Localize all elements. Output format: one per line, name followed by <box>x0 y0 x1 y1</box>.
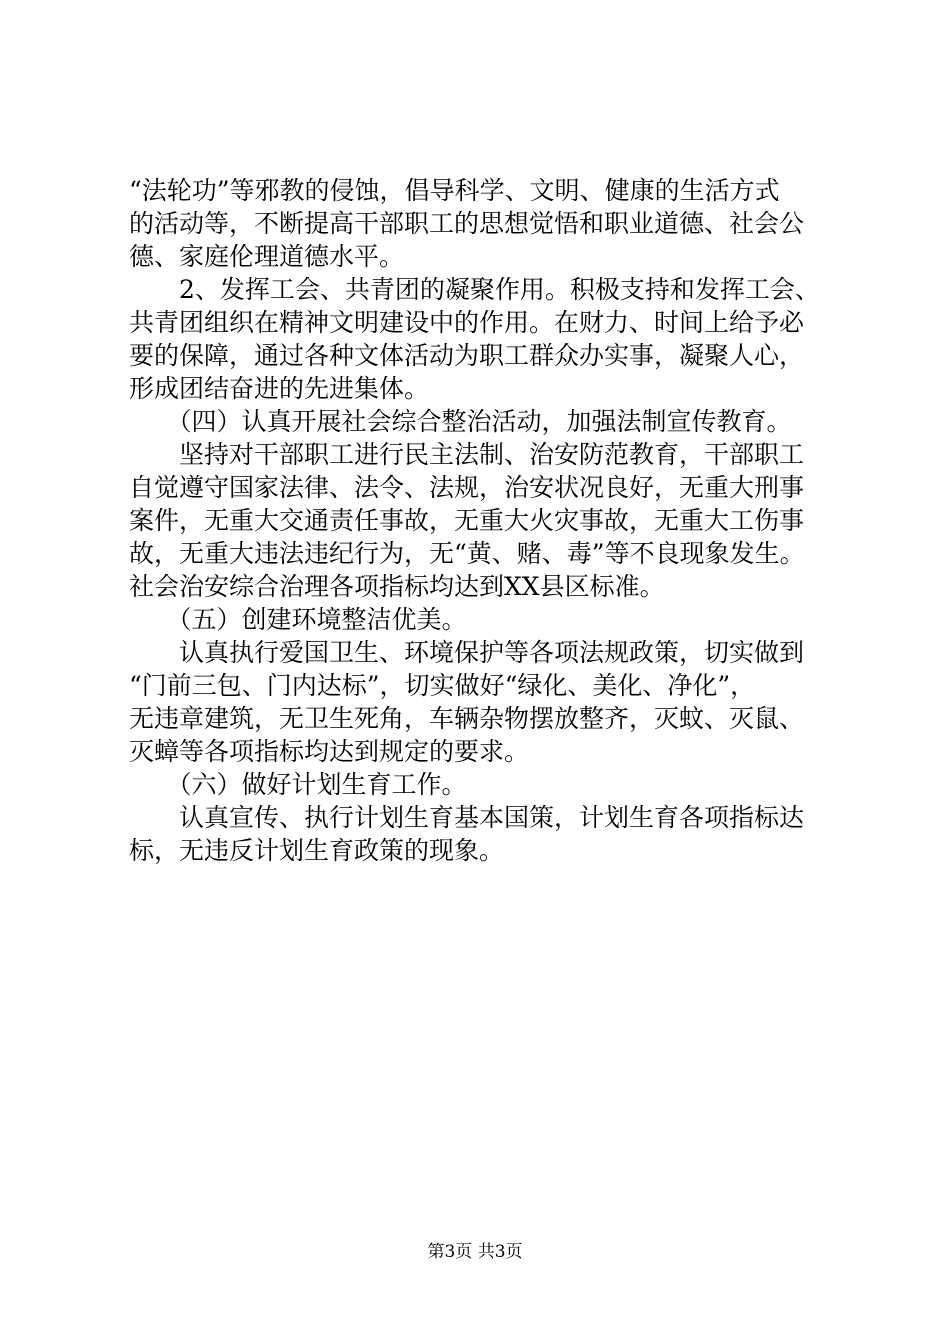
text-line: 要的保障，通过各种文体活动为职工群众办实事，凝聚人心， <box>129 341 805 370</box>
text-line: “门前三包、门内达标”，切实做好“绿化、美化、净化”， <box>129 671 756 700</box>
document-body <box>129 174 834 867</box>
text-line: 标，无违反计划生育政策的现象。 <box>129 836 505 865</box>
text-line: 坚持对干部职工进行民主法制、治安防范教育，干部职工 <box>129 440 805 469</box>
text-line: 德、家庭伦理道德水平。 <box>129 242 405 271</box>
page-number-footer: 第3页 共3页 <box>427 1242 523 1262</box>
text-line: 自觉遵守国家法律、法令、法规，治安状况良好，无重大刑事 <box>129 473 805 502</box>
text-line: 认真宣传、执行计划生育基本国策，计划生育各项指标达 <box>129 803 805 832</box>
text-line: 故，无重大违法违纪行为，无“黄、赌、毒”等不良现象发生。 <box>129 539 805 568</box>
section-heading: （六）做好计划生育工作。 <box>129 770 467 799</box>
text-line: 的活动等，不断提高干部职工的思想觉悟和职业道德、社会公 <box>129 209 805 238</box>
section-heading: （四）认真开展社会综合整治活动，加强法制宣传教育。 <box>129 407 792 436</box>
text-line: 2、发挥工会、共青团的凝聚作用。积极支持和发挥工会、 <box>129 275 820 304</box>
text-line: “法轮功”等邪教的侵蚀，倡导科学、文明、健康的生活方式 <box>129 176 780 205</box>
text-line: 案件，无重大交通责任事故，无重大火灾事故，无重大工伤事 <box>129 506 805 535</box>
text-line: 社会治安综合治理各项指标均达到XX县区标准。 <box>129 572 665 601</box>
text-line: 无违章建筑，无卫生死角，车辆杂物摆放整齐，灭蚊、灭鼠、 <box>129 704 805 733</box>
text-line: 形成团结奋进的先进集体。 <box>129 374 430 403</box>
text-line: 认真执行爱国卫生、环境保护等各项法规政策，切实做到 <box>129 638 805 667</box>
text-line: 共青团组织在精神文明建设中的作用。在财力、时间上给予必 <box>129 308 805 337</box>
section-heading: （五）创建环境整洁优美。 <box>129 605 467 634</box>
text-line: 灭蟑等各项指标均达到规定的要求。 <box>129 737 530 766</box>
